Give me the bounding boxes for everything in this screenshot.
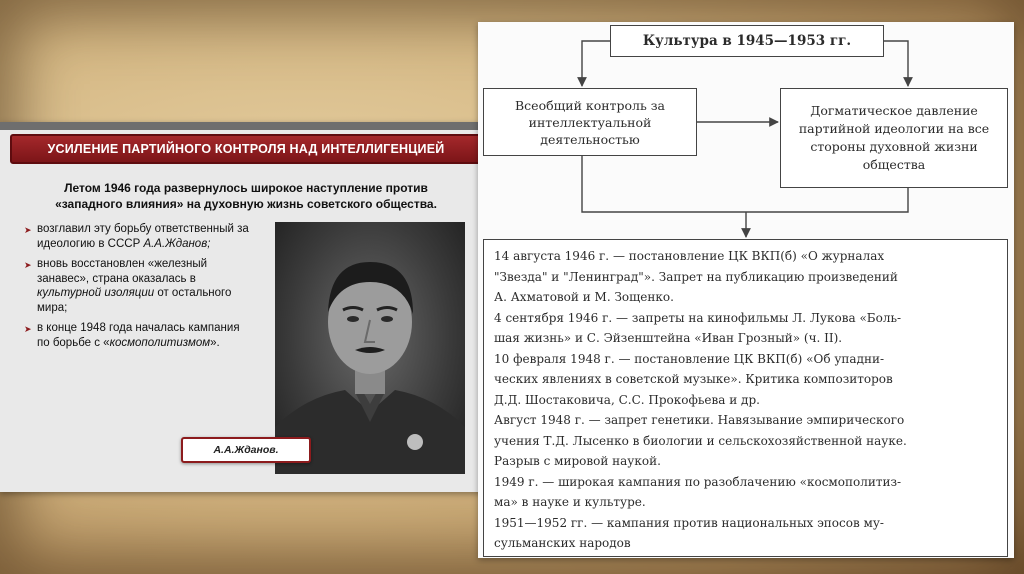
- timeline-line: 1949 г. — широкая кампания по разоблачению «космополитиз-: [494, 474, 902, 489]
- bullet-item: ➤ в конце 1948 года началась кампания по борьбе с «космополитизмом».: [24, 322, 240, 349]
- top-accent-bar: [0, 122, 492, 130]
- timeline-line: сульманских народов: [494, 536, 631, 550]
- events-timeline: [483, 239, 1008, 557]
- timeline-line: 4 сентября 1946 г. — запреты на кинофильмы Л. Лукова «Боль-: [494, 310, 902, 325]
- slide-banner-title: УСИЛЕНИЕ ПАРТИЙНОГО КОНТРОЛЯ НАД ИНТЕЛЛИГЕНЦИЕЙ: [10, 134, 482, 164]
- intro-text: [20, 180, 472, 212]
- arrow-title-to-right: [884, 41, 908, 86]
- bullet-marker-icon: ➤: [24, 225, 32, 235]
- bullet-item: ➤ вновь восстановлен «железный занавес», страна оказалась в культурной изоляции от остального мира;: [24, 258, 232, 314]
- timeline-line: Д.Д. Шостаковича, С.С. Прокофьева и др.: [494, 392, 760, 407]
- connector-right-down: [746, 188, 908, 212]
- culture-diagram: [478, 22, 1014, 558]
- timeline-line: ческих явлениях в советской музыке». Критика композиторов: [494, 372, 893, 386]
- bullet-list: [24, 222, 254, 356]
- connector-left-down: [582, 156, 746, 212]
- timeline-line: 14 августа 1946 г. — постановление ЦК ВКП(б) «О журналах: [494, 249, 885, 263]
- timeline-line: Август 1948 г. — запрет генетики. Навязывание эмпирического: [494, 413, 905, 427]
- timeline-line: 10 февраля 1948 г. — постановление ЦК ВКП(б) «Об упадни-: [494, 351, 885, 366]
- timeline-line: А. Ахматовой и М. Зощенко.: [494, 290, 674, 304]
- bullet-marker-icon: ➤: [24, 324, 32, 334]
- timeline-line: учения Т.Д. Лысенко в биологии и сельскохозяйственной науке.: [494, 433, 907, 448]
- timeline-line: 1951—1952 гг. — кампания против национальных эпосов му-: [494, 515, 884, 530]
- left-slide-panel: [0, 122, 492, 492]
- intro-line-1: Летом 1946 года развернулось широкое наступление против: [64, 181, 428, 195]
- timeline-line: Разрыв с мировой наукой.: [494, 454, 661, 468]
- box-dogmatic-pressure: Догматическое давление партийной идеологии на все стороны духовной жизни общества: [780, 88, 1008, 188]
- timeline-line: "Звезда" и "Ленинград"». Запрет на публикацию произведений: [494, 269, 898, 284]
- bullet-marker-icon: ➤: [24, 260, 32, 270]
- bullet-item: ➤ возглавил эту борьбу ответственный за идеологию в СССР А.А.Жданов;: [24, 223, 249, 250]
- diagram-title: Культура в 1945—1953 гг.: [610, 25, 884, 57]
- box-total-control: Всеобщий контроль за интеллектуальной деятельностью: [483, 88, 697, 156]
- intro-line-2: «западного влияния» на духовную жизнь советского общества.: [55, 197, 437, 211]
- photo-caption: А.А.Жданов.: [181, 437, 311, 463]
- timeline-line: шая жизнь» и С. Эйзенштейна «Иван Грозный» (ч. II).: [494, 331, 843, 345]
- arrow-title-to-left: [582, 41, 610, 86]
- timeline-line: ма» в науке и культуре.: [494, 495, 646, 509]
